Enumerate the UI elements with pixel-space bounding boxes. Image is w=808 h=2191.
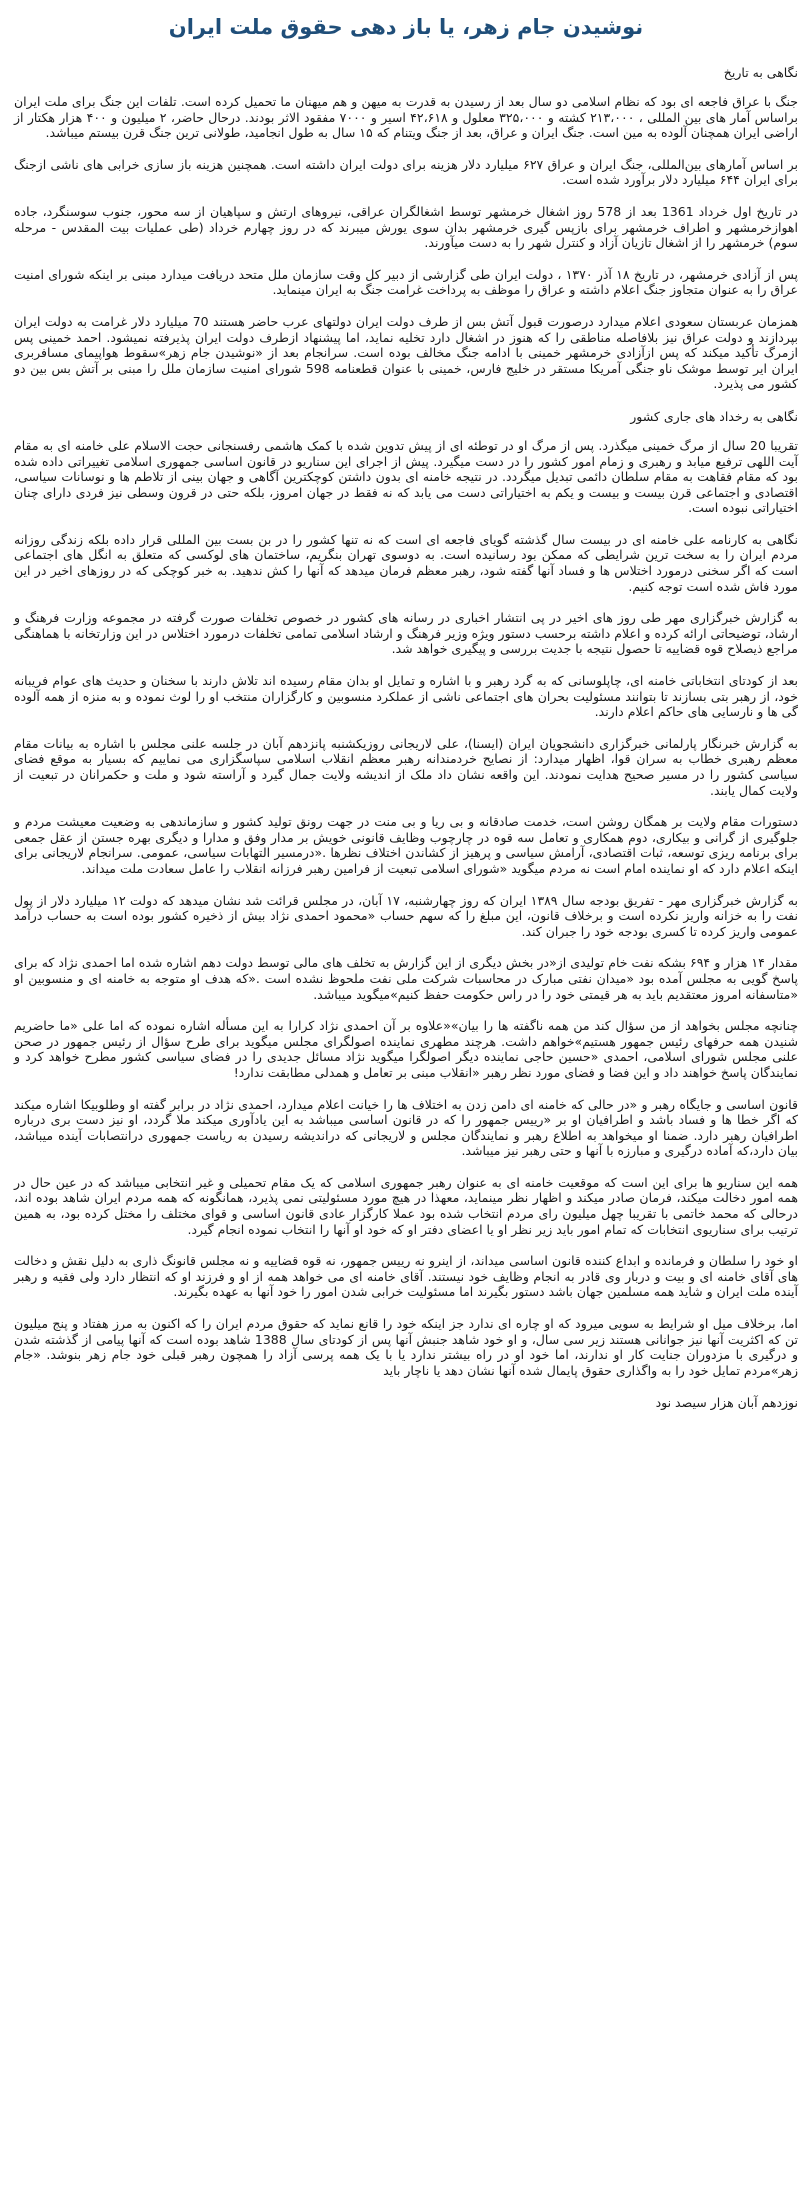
paragraph: همزمان عربستان سعودی اعلام میدارد درصورت قبول آتش بس از طرف دولت ایران دولتهای عرب حاضر هستند 70 میلیارد دلار غرامت به دولت ایران بپردازند و دولت عراق نیز بلافاصله مناطقی را که هنوز در اشغال دارد تخلیه نماید، اما پیشنهاد ازطرف دولت ایران پذیرفته نمیشود. احمد خمینی پس ازمرگ تأکید میکند که پس ازآزادی خرمشهر خمینی با ادامه جنگ مخالف بوده است. سرانجام بعد از «نوشیدن جام زهر»سقوط هواپیمای مسافربری ایران ایر توسط موشک ناو جنگی آمریکا مستقر در خلیج فارس، خمینی با عنوان قطعنامه 598 شورای امنیت سازمان ملل را مبنی بر آتش بس بین دو کشور می پذیرد. — [14, 313, 798, 392]
section-heading: نگاهی به تاریخ — [723, 65, 798, 80]
paragraph: به گزارش خبرگزاری مهر - تفریق بودجه سال ۱۳۸۹ ایران که روز چهارشنبه، ۱۷ آبان، در مجلس قرائت شد نشان میدهد که دولت ۱۲ میلیارد دلار از پول نفت را به خزانه واریز نکرده است و برخلاف قانون، این مبلغ را که سهم حساب «محمود احمدی نژاد بیش از ذخیره کشور بوده است به حساب درآمد عمومی واریز کرده تا کسری بودجه خود را جبران کند. — [14, 892, 799, 939]
section-current-events — [14, 408, 798, 1379]
paragraph: قانون اساسی و جایگاه رهبر و «در حالی که خامنه ای دامن زدن به اختلاف ها را خیانت اعلام میدارد، احمدی نژاد در برابر گفته او وطلوبیکا اشاره میکند که اگر خطا ها و فساد باشد و اطرافیان او بر «رییس جمهور را که در قانون اساسی میباشد به این یادآوری میکند ملا گردد، او نیز دست بری درباره اطرافیان رهبر دارد. ضمنا او میخواهد به اطلاع رهبر و نمایندگان مجلس و لاریجانی که دراندیشه رسیدن به ریاست جمهوری درانتصابات آینده میباشد، بیان دارد،که آماده درگیری و مبارزه با آنها و حتی رهبر نیز میباشد. — [14, 1096, 798, 1159]
paragraph: نگاهی به کارنامه علی خامنه ای در بیست سال گذشته گویای فاجعه ای است که نه تنها کشور را در بن بست بین المللی قرار داده بلکه زندگی روزانه مردم ایران را به سخت ترین شرایطی که ممکن بود رسانیده است. به دوسوی تهران بنگریم، ساختمان های لوکسی که متعلق به انگل های اجتماعی است که اگر سخنی درمورد اختلاس ها و فساد آنها گفته شود، رهبر معظم فرمان میدهد که آنها را کش ندهید. به خبر کوچکی که در روزهای اخیر در این مورد فاش شده است توجه کنیم. — [14, 531, 798, 594]
paragraph: پس از آزادی خرمشهر، در تاریخ ۱۸ آذر ۱۳۷۰ ، دولت ایران طی گزارشی از دبیر کل وقت سازمان ملل متحد دریافت میدارد مبنی بر اینکه شورای امنیت عراق را به عنوان متجاوز جنگ اعلام داشته و عراق را موظف به پرداخت غرامت جنگ به ایران مینماید. — [14, 266, 798, 298]
paragraph: او خود را سلطان و فرمانده و ابداع کننده قانون اساسی میداند، از اینرو نه رییس جمهور، نه قوه قضاییه و نه مجلس قانونگ ذاری به دلیل نقش و دخالت های آقای خامنه ای و بیت و دربار وی قادر به انجام وظایف خود نیستند. آقای خامنه ای می خواهد همه از او و فرزند او که انتظار دارد ولی فقیه و رهبر آینده ملت ایران و شاید همه مسلمین جهان باشد دستور بگیرند اما مسئولیت خرابی شدن امور را خود آنها به عهده بگیرند. — [14, 1253, 798, 1300]
paragraph: جنگ با عراق فاجعه ای بود که نظام اسلامی دو سال بعد از رسیدن به قدرت به میهن و هم میهنان ما تحمیل کرده است. تلفات این جنگ برای ملت ایران براساس آمار های بین المللی ، ۲۱۳،۰۰۰ کشته و ۳۲۵،۰۰۰ معلول و ۴۲،۶۱۸ اسیر و ۷۰۰۰ مفقود الاثر بودند. درحال حاضر، ۲ میلیون و ۴۰۰ هزار هکتار از اراضی ایران همچنان آلوده به مین است. جنگ ایران و عراق، بعد از جنگ ویتنام که ۱۵ سال به طول انجامید، طولانی ترین جنگ قرن بیستم میباشد. — [14, 94, 798, 141]
section-heading: نگاهی به رخداد های جاری کشور — [630, 408, 798, 424]
paragraph: مقدار ۱۴ هزار و ۶۹۴ بشکه نفت خام تولیدی از«در بخش دیگری از این گزارش به تخلف های مالی توسط دولت دهم اشاره شده اما احمدی نژاد که برای پاسخ گویی به مجلس آمده بود «میدان نفتی مبارک در محاسبات شرکت ملی نفت ملحوظ نشده است .«که هدف او متوجه به خامنه ای و منسوبین او «متاسفانه امروز معتقدیم باید به هر قیمتی خود را در راس حکومت حفظ کنیم»میگوید میباشد. — [14, 955, 798, 1002]
paragraph: دستورات مقام ولایت بر همگان روشن است، خدمت صادقانه و بی ریا و بی منت در جهت رونق تولید کشور و سازماندهی به وضعیت معیشت مردم و جلوگیری از گرانی و بیکاری، دوم همکاری و تعامل سه قوه در چارچوب وظایف قانونی خویش بر مدار وفق و مدارا و دیگری بهره جستن از عقل جمعی برای برنامه ریزی توسعه، ثبات اقتصادی، آرامش سیاسی و پرهیز از کشاندن اختلاف نظرها .«درمسیر التهابات سیاسی، عمومی. سرانجام لاریجانی برای اینکه اعلام دارد که او نماینده امام است نه مردم میگوید «شورای اسلامی تبعیت از فرامین رهبر فرزانه انقلاب را عامل سعادت ملت میداند. — [14, 814, 798, 876]
paragraph: اما، برخلاف میل او شرایط به سویی میرود که او چاره ای ندارد جز اینکه خود را قانع نماید که حقوق مردم ایران را که اکنون به مرز هفتاد و پنج میلیون تن که اکثریت آنها نیز جوانانی هستند زیر سی سال، و او خود شاهد جنبش آنها پس از کودتای سال 1388 شاهد بوده است که آنها پیامی از گذشته شدن و درگیری با مزدوران جنایت کار او ندارند، اما خود او در راه بیشتر ندارد یا با یک همه پرسی آزاد را همچون رهبر قبلی خود جام زهر بنوشد. «جام زهر»مردم تمایل خود را به واگذاری حقوق پایمال شده آنها نشان دهد یا ناچار باید — [14, 1316, 798, 1378]
paragraph: چنانچه مجلس بخواهد از من سؤال کند من همه ناگفته ها را بیان»«علاوه بر آن احمدی نژاد کرارا به این مسأله اشاره نموده که اما علی «ما حاضریم شنیدن همه حرفهای رئیس جمهور هستیم»خواهم داشت. هرچند مطهری نماینده اصولگرای مجلس میگوید برای طرح سؤال از رئیس جمهور در صحن علنی مجلس شورای اسلامی، احمدی «حسین حاجی نماینده دیگر اصولگرا میگوید نژاد مسائل جدیدی را در فضای سیاسی کشور مطرح خواهد کرد و نمایندگان پاسخ خواهند داد و این فضا و فضای مورد نظر رهبر «انقلاب مبنی بر تعامل و همدلی مطابقت ندارد! — [14, 1018, 798, 1080]
paragraph: به گزارش خبرگزاری مهر طی روز های اخیر در پی انتشار اخباری در رسانه های کشور در خصوص تخلفات صورت گرفته در مجموعه وزارت فرهنگ و ارشاد، توضیحاتی ارائه کرده و اعلام داشته برحسب دستور ویژه وزیر فرهنگ و ارشاد اسلامی تمامی تخلفات درمورد اختلاس در این وزارتخانه با هماهنگی مراجع ذیصلاح قوه قضاییه تا حصول نتیجه با جدیت بررسی و پیگیری خواهد شد. — [14, 610, 798, 657]
section-history — [14, 64, 798, 392]
page-title: نوشیدن جام زهر، یا باز دهی حقوق ملت ایران — [168, 15, 644, 39]
paragraph: در تاریخ اول خرداد 1361 بعد از 578 روز اشغال خرمشهر توسط اشغالگران عراقی، نیروهای ارتش و سپاهیان از سه محور، جنوب سوسنگرد، جاده اهوازخرمشهر و اطراف خرمشهر برای بازپس گیری خرمشهر بدان سوی یورش میبرند که در روز چهارم خرداد (طی عملیات بیت المقدس - مرحله سوم) خرمشهر را از اشغال تازیان آزاد و کنترل شهر را به دست میآورند. — [14, 203, 798, 251]
paragraph: بر اساس آمارهای بین‌المللی، جنگ ایران و عراق ۶۲۷ میلیارد دلار هزینه برای دولت ایران داشته است. همچنین هزینه باز سازی خرابی های ناشی ازجنگ برای ایران ۶۴۴ میلیارد دلار برآورد شده است. — [14, 156, 798, 188]
paragraph: تقریبا 20 سال از مرگ خمینی میگذرد. پس از مرگ او در توطئه ای از پیش تدوین شده با کمک هاشمی رفسنجانی حجت الاسلام علی خامنه ای به مقام آیت اللهی ترفیع میابد و رهبری و زمام امور کشور را در دست میگیرد. پیش از اجرای این سناریو در قانون اساسی جمهوری اسلامی تغییراتی داده شده بود که مقام فقاهت به مقام سلطان دائمی تبدیل میگردد. در نتیجه خامنه ای بدون داشتن کوچکترین آگاهی و جهان بینی از تلاطم ها و نوسانات سیاسی، اقتصادی و اجتماعی قرن بیست و بیست و یکم به اختیاراتی دست می یابد که نه فقط در جهان امروز، بلکه حتی در قرون وسطی نیز فردی دارای چنان اختیاراتی نبوده است. — [14, 437, 799, 516]
paragraph: بعد از کودتای انتخاباتی خامنه ای، چاپلوسانی که به گرد رهبر و با اشاره و تمایل او بدان مقام رسیده اند تلاش دارند با سخنان و حدیث های عوام فریبانه خود، از رهبر بتی بسازند تا بتوانند مسئولیت بحران های اجتماعی ناشی از عملکرد منسوبین و کارگزاران منتخب او را لوث نموده و به منزه از همه آلوده گی ها و نارسایی های حاکم اعلام دارند. — [14, 673, 798, 720]
closing-date: نوزدهم آبان هزار سیصد نود — [655, 1395, 798, 1411]
paragraph: همه این سناریو ها برای این است که موقعیت خامنه ای به عنوان رهبر جمهوری اسلامی که یک مقام تحمیلی و غیر انتخابی میباشد که در عین حال در همه امور دخالت میکند، فرمان صادر میکند و اظهار نظر مینماید، معهذا در هیچ مورد مسئولیتی نمی پذیرد، همانگونه که همه مردم ایران شاهد بوده اند، درحالی که محمد خاتمی با تقریبا چهل میلیون رای مردم انتخاب شده بود عملا کارگزار عادی قانون اساسی و قوای مختلف را مختل کرده بود، به همین ترتیب برای سناریوی انتخابات که تمام امور باید زیر نظر او یا اعضای دفتر او که خود او آنها را انتخاب نموده انجام گیرد. — [14, 1174, 798, 1237]
paragraph: به گزارش خبرنگار پارلمانی خبرگزاری دانشجویان ایران (ایسنا)، علی لاریجانی روزیکشنبه پانزدهم آبان در جلسه علنی مجلس با اشاره به بیانات مقام معظم رهبری خطاب به سران قوا، اظهار میدارد: از نصایح خردمندانه رهبر معظم انقلاب اسلامی سپاسگزاری می نماییم که بسیار به موقع فضای سیاسی کشور را در مسیر صحیح هدایت نمودند. این واقعه نشان داد ملک از اندیشه ولایت جمال گیرد و آراسته شود و ملت و حکمرانان در تبعیت از ولایت کمال یابند. — [14, 735, 798, 798]
